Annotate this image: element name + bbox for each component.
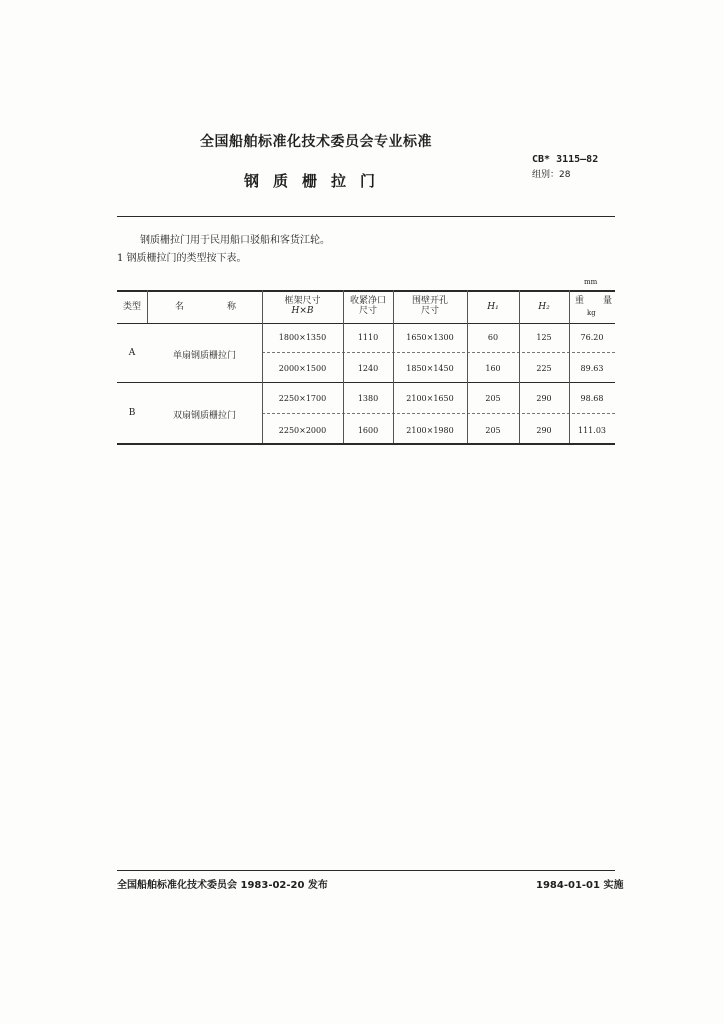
row4-frame: 2250×2000 — [278, 426, 327, 435]
row1-frame: 1800×1350 — [278, 333, 327, 342]
row3-opening: 1380 — [357, 394, 379, 403]
row4-h2: 290 — [536, 426, 552, 435]
col-divider — [147, 290, 148, 323]
row-separator — [262, 413, 615, 414]
row1-hole: 1650×1300 — [406, 333, 454, 342]
table-bottom-rule — [117, 443, 615, 445]
row4-opening: 1600 — [357, 426, 379, 435]
row1-opening: 1110 — [357, 333, 379, 342]
header-name-a: 名 — [175, 302, 185, 312]
header-rule — [117, 216, 615, 217]
row3-h1: 205 — [485, 394, 501, 403]
header-name-b: 称 — [227, 302, 237, 312]
footer-rule — [117, 870, 615, 871]
org-title: 全国船舶标准化技术委员会专业标准 — [200, 134, 432, 150]
header-type: 类型 — [122, 302, 141, 312]
unit-label: mm — [584, 278, 598, 286]
header-h1: H₁ — [487, 302, 499, 312]
header-weight-unit: kg — [587, 309, 596, 317]
table-group-rule — [117, 382, 615, 383]
row3-hole: 2100×1650 — [406, 394, 454, 403]
row4-hole: 2100×1980 — [406, 426, 454, 435]
row3-weight: 98.68 — [580, 394, 604, 403]
header-opening — [343, 296, 393, 316]
issue-note: 全国船舶标准化技术委员会 1983-02-20 发布 — [117, 880, 328, 891]
header-frame-line2: H×B — [291, 306, 314, 316]
row2-h2: 225 — [536, 364, 552, 373]
header-frame-line1: 框架尺寸 — [284, 296, 321, 306]
header-weight-b: 量 — [603, 296, 613, 306]
doc-title: 钢质栅拉门 — [244, 172, 390, 190]
table-header-rule — [117, 323, 615, 324]
clause-1: 1 钢质栅拉门的类型按下表。 — [117, 253, 247, 264]
row2-h1: 160 — [485, 364, 501, 373]
header-h2: H₂ — [538, 302, 550, 312]
header-opening-line2: 尺寸 — [358, 306, 377, 316]
row2-frame: 2000×1500 — [278, 364, 327, 373]
header-hole — [393, 296, 467, 316]
row2-opening: 1240 — [357, 364, 379, 373]
header-hole-line1: 围壁开孔 — [411, 296, 448, 306]
header-weight-a: 重 — [575, 296, 585, 306]
row4-h1: 205 — [485, 426, 501, 435]
row3-frame: 2250×1700 — [278, 394, 327, 403]
row-separator — [262, 352, 615, 353]
spec-table — [117, 290, 615, 445]
group-type-b: B — [128, 408, 136, 418]
header-frame — [262, 296, 343, 316]
row1-weight: 76.20 — [580, 333, 604, 342]
row2-weight: 89.63 — [580, 364, 604, 373]
row1-h2: 125 — [536, 333, 552, 342]
row1-h1: 60 — [487, 333, 499, 342]
group-name-b: 双扇钢质栅拉门 — [172, 411, 236, 421]
header-hole-line2: 尺寸 — [420, 306, 439, 316]
group-number: 组别：28 — [532, 170, 571, 180]
table-top-rule — [117, 290, 615, 292]
row2-hole: 1850×1450 — [406, 364, 454, 373]
row4-weight: 111.03 — [578, 426, 606, 435]
row3-h2: 290 — [536, 394, 552, 403]
group-name-a: 单扇钢质栅拉门 — [172, 351, 236, 361]
header-opening-line1: 收紧净口 — [349, 296, 386, 306]
standard-code: CB* 3115—82 — [532, 154, 599, 165]
intro-paragraph: 钢质栅拉门用于民用船口驳船和客货江轮。 — [140, 235, 330, 246]
implement-date: 1984-01-01 实施 — [536, 880, 624, 891]
group-type-a: A — [128, 348, 136, 358]
